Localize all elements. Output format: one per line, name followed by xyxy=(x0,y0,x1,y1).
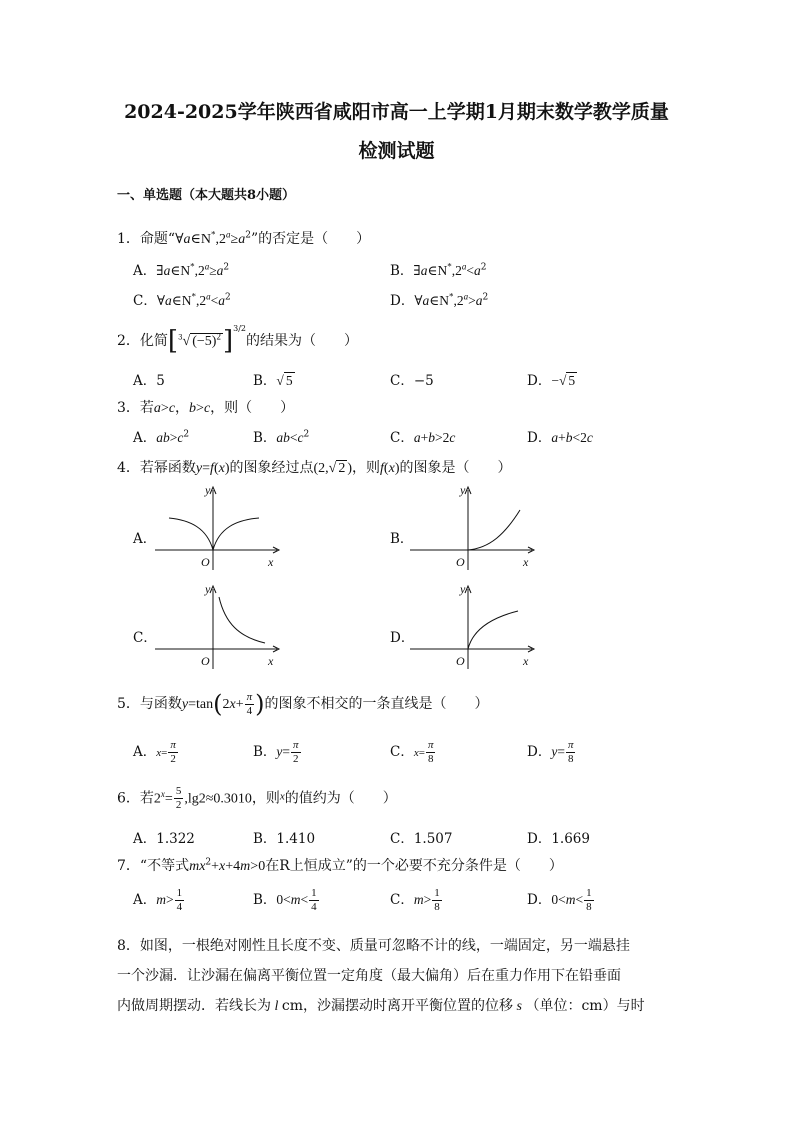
question-7-option-c[interactable]: C．m> $\frac{1}{8}$ xyxy=(390,887,440,913)
svg-text:O: O xyxy=(201,555,210,569)
question-1-option-b[interactable]: B．$\exists a\in N^*,2^a<a^2$ xyxy=(390,261,487,279)
question-6-option-c[interactable]: C．1.507 xyxy=(390,831,453,847)
question-3-option-c[interactable]: C．a+b>2c xyxy=(390,430,456,446)
question-8-line2: 一个沙漏．让沙漏在偏离平衡位置一定角度（最大偏角）后在重力作用下在铅垂面 xyxy=(117,968,621,984)
question-3-option-a[interactable]: A．$ab>c^2$ xyxy=(133,429,190,446)
graph-c xyxy=(155,583,285,673)
question-1-stem: 1．命题“$\forall a\in N^*,2^a\ge a^2$”的否定是（ ） xyxy=(117,229,371,247)
question-6-option-d[interactable]: D．1.669 xyxy=(527,831,590,847)
svg-text:O: O xyxy=(456,654,465,668)
question-1-option-d[interactable]: D．$\forall a\in N^*,2^a>a^2$ xyxy=(390,291,489,309)
question-6-option-a[interactable]: A．1.322 xyxy=(133,831,195,847)
paper-title-line2: 检测试题 xyxy=(358,140,435,162)
svg-text:O: O xyxy=(456,555,465,569)
question-4-option-d[interactable]: D． xyxy=(390,630,415,646)
question-5-option-d[interactable]: D．y= $\frac{\pi}{8}$ xyxy=(527,739,574,765)
question-7-option-a[interactable]: A．m> $\frac{1}{4}$ xyxy=(133,887,183,913)
question-8-line1: 8．如图，一根绝对刚性且长度不变、质量可忽略不计的线，一端固定，另一端悬挂 xyxy=(117,938,630,954)
question-4-option-a[interactable]: A． xyxy=(133,531,157,547)
question-7-option-d[interactable]: D．0<m< $\frac{1}{8}$ xyxy=(527,887,592,913)
question-5-option-a[interactable]: A．x= $\frac{\pi}{2}$ xyxy=(133,739,176,765)
question-1-option-c[interactable]: C．$\forall a\in N^*,2^a<a^2$ xyxy=(133,291,231,309)
question-2-stem: 2．化简[$^3$√ $(-5)^2]^{3/2}$的结果为（ ） xyxy=(117,324,358,356)
question-2-option-b[interactable]: B．√ 5 xyxy=(253,373,293,389)
svg-text:O: O xyxy=(201,654,210,668)
question-6-option-b[interactable]: B．1.410 xyxy=(253,831,316,847)
svg-text:y: y xyxy=(205,484,211,497)
paper-title-line1: 2024-2025学年陕西省咸阳市高一上学期1月期末数学教学质量 xyxy=(124,101,669,123)
svg-text:x: x xyxy=(523,654,529,668)
question-7-option-b[interactable]: B．0<m< $\frac{1}{4}$ xyxy=(253,887,317,913)
question-8-line3: 内做周期摆动．若线长为 l cm，沙漏摆动时离开平衡位置的位移 s （单位：cm）与时 xyxy=(117,998,645,1014)
svg-text:x: x xyxy=(268,555,274,569)
question-5-option-c[interactable]: C．x= $\frac{\pi}{8}$ xyxy=(390,739,434,765)
graph-b xyxy=(410,484,540,574)
question-3-option-d[interactable]: D．a+b<2c xyxy=(527,430,593,446)
question-4-option-b[interactable]: B． xyxy=(390,531,414,547)
svg-text:y: y xyxy=(205,583,211,596)
svg-text:y: y xyxy=(460,484,466,497)
question-6-stem: 6．若$2^x=$ $\frac{5}{2}$ ,lg2≈0.3010，则$^x$的值约为（ ） xyxy=(117,785,397,811)
question-3-stem: 3．若a>c，b>c，则（ ） xyxy=(117,400,295,416)
svg-text:y: y xyxy=(460,583,466,596)
question-1-option-a[interactable]: A．$\exists a\in N^*,2^a\ge a^2$ xyxy=(133,261,230,279)
graph-a xyxy=(155,484,285,574)
question-4-option-c[interactable]: C． xyxy=(133,630,157,646)
section-heading: 一、单选题（本大题共8小题） xyxy=(117,188,296,203)
svg-text:x: x xyxy=(523,555,529,569)
question-2-option-d[interactable]: D．−√ 5 xyxy=(527,373,576,389)
question-3-option-b[interactable]: B．$ab<c^2$ xyxy=(253,429,310,446)
graph-d xyxy=(410,583,540,673)
question-5-option-b[interactable]: B．y= $\frac{\pi}{2}$ xyxy=(253,739,299,765)
question-5-stem: 5．与函数y=tan(2x+ $\frac{\pi}{4}$ )的图象不相交的一条直线是（ ） xyxy=(117,690,489,718)
svg-text:x: x xyxy=(268,654,274,668)
question-4-stem: 4．若幂函数y=f(x)的图象经过点(2,√ 2 )，则f(x)的图象是（ ） xyxy=(117,460,512,476)
question-2-option-c[interactable]: C．−5 xyxy=(390,373,434,389)
question-2-option-a[interactable]: A．5 xyxy=(133,373,165,389)
question-7-stem: 7．“不等式$mx^2+x+4m>0$在R上恒成立”的一个必要不充分条件是（ ） xyxy=(117,857,563,874)
